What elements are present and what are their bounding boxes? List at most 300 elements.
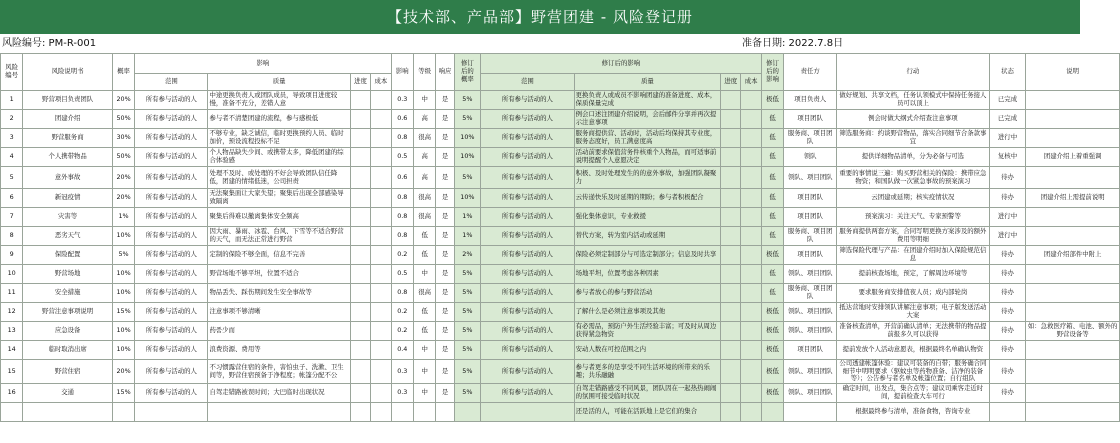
cell-note: [1026, 384, 1120, 403]
cell-cost: [371, 110, 391, 129]
cell-action: 确定时间，出发点，集合点等；建议司乘客走近时间，提前检查大车可行: [837, 384, 990, 403]
cell-revised-progress: [721, 189, 741, 208]
col-status: 状态: [989, 54, 1026, 91]
cell-risk-description: 新冠疫情: [23, 189, 113, 208]
cell-revised-scope: 所有参与活动的人: [481, 91, 575, 110]
cell-revised-cost: [741, 110, 761, 129]
cell-revised-impact: 极低: [761, 384, 783, 403]
cell-level: 很高: [413, 208, 435, 227]
cell-revised-impact: 低: [761, 227, 783, 246]
cell-revised-scope: 所有参与活动的人: [481, 246, 575, 265]
cell-scope: 所有参与活动的人: [135, 322, 208, 341]
cell-risk-no: 12: [1, 303, 23, 322]
cell-owner: 项目负责人: [784, 91, 837, 110]
cell-revised-scope: 所有参与活动的人: [481, 189, 575, 208]
cell-revised-impact: 低: [761, 208, 783, 227]
cell-risk-no: 15: [1, 360, 23, 384]
cell-owner: 服务商、项目团队: [784, 284, 837, 303]
cell-owner: 服务商、项目团队: [784, 129, 837, 148]
cell-scope: [135, 403, 208, 422]
risk-register-table: [0, 53, 1120, 422]
cell-revised-probability: 5%: [454, 360, 480, 384]
table-row: [1, 403, 1120, 422]
col-note: 说明: [1026, 54, 1120, 91]
cell-revised-impact: 低: [761, 284, 783, 303]
cell-quality: 中途更换负责人或团队成员，导致项目进度较慢，准备不充分，差错人意: [208, 91, 350, 110]
cell-risk-no: 8: [1, 227, 23, 246]
cell-progress: [350, 110, 370, 129]
table-row: [1, 110, 1120, 129]
cell-response: 是: [436, 129, 454, 148]
cell-revised-probability: 5%: [454, 284, 480, 303]
cell-status: 已完成: [989, 110, 1026, 129]
cell-revised-quality: 积极、及时处理发生的的意外事故，加强团队凝聚力: [574, 167, 720, 189]
cell-quality: 处理不及时、或处理的不好会导致团队信任降低，团建的情绪低迷，公司担责: [208, 167, 350, 189]
cell-status: 进行中: [989, 227, 1026, 246]
cell-probability: 10%: [112, 227, 134, 246]
cell-revised-probability: 10%: [454, 189, 480, 208]
cell-revised-cost: [741, 360, 761, 384]
cell-status: 待办: [989, 384, 1026, 403]
cell-revised-progress: [721, 246, 741, 265]
cell-note: [1026, 167, 1120, 189]
cell-impact: 0.8: [391, 189, 413, 208]
table-row: [1, 167, 1120, 189]
cell-owner: 领队、项目团队: [784, 167, 837, 189]
cell-risk-description: 保险配置: [23, 246, 113, 265]
col-impact: 影响: [391, 54, 413, 91]
cell-level: 中: [413, 341, 435, 360]
table-row: [1, 246, 1120, 265]
table-row: [1, 129, 1120, 148]
cell-cost: [371, 208, 391, 227]
cell-cost: [371, 284, 391, 303]
cell-action: 预案演习：关注天气、专家预警等: [837, 208, 990, 227]
cell-revised-impact: 低: [761, 167, 783, 189]
cell-note: [1026, 265, 1120, 284]
cell-note: 如：急救医疗箱、电池、额外的野营设备等: [1026, 322, 1120, 341]
cell-response: 是: [436, 284, 454, 303]
cell-progress: [350, 167, 370, 189]
cell-risk-no: 3: [1, 129, 23, 148]
cell-progress: [350, 303, 370, 322]
table-row: [1, 189, 1120, 208]
page-title: 【技术部、产品部】野营团建 - 风险登记册: [0, 0, 1080, 34]
cell-level: 低: [413, 246, 435, 265]
cell-revised-probability: 2%: [454, 246, 480, 265]
cell-revised-quality: 强化集体意识，专业救援: [574, 208, 720, 227]
cell-owner: [784, 403, 837, 422]
cell-scope: 所有参与活动的人: [135, 148, 208, 167]
cell-revised-quality: 参与者更多的是享受不同生活环境的所带来的乐趣；共乐融融: [574, 360, 720, 384]
cell-risk-no: 7: [1, 208, 23, 227]
cell-revised-probability: 5%: [454, 341, 480, 360]
cell-progress: [350, 91, 370, 110]
cell-scope: 所有参与活动的人: [135, 303, 208, 322]
cell-revised-impact: 低: [761, 189, 783, 208]
cell-risk-no: [1, 403, 23, 422]
cell-response: 是: [436, 189, 454, 208]
cell-progress: [350, 208, 370, 227]
cell-revised-impact: 低: [761, 129, 783, 148]
cell-action: 例会时做大纲式介绍查注意事项: [837, 110, 990, 129]
cell-revised-cost: [741, 322, 761, 341]
cell-quality: 自驾走错路被误时间；大巴临时出现状况: [208, 384, 350, 403]
col-probability: 概率: [112, 54, 134, 91]
cell-response: 是: [436, 322, 454, 341]
cell-cost: [371, 189, 391, 208]
cell-revised-progress: [721, 322, 741, 341]
cell-probability: 5%: [112, 246, 134, 265]
cell-revised-cost: [741, 167, 761, 189]
col-revised-impact: 修订 后的 影响: [761, 54, 783, 91]
cell-level: 很高: [413, 129, 435, 148]
col-action: 行动: [837, 54, 990, 91]
cell-progress: [350, 403, 370, 422]
col-revised-impact-group: 修订后的影响: [481, 54, 762, 74]
cell-risk-description: 灾害等: [23, 208, 113, 227]
cell-quality: 注意事项不够清晰: [208, 303, 350, 322]
cell-revised-scope: 所有参与活动的人: [481, 148, 575, 167]
cell-status: 进行中: [989, 208, 1026, 227]
cell-impact: 0.8: [391, 227, 413, 246]
cell-risk-description: 应急设备: [23, 322, 113, 341]
cell-scope: 所有参与活动的人: [135, 208, 208, 227]
cell-revised-impact: 极低: [761, 303, 783, 322]
cell-risk-description: 野营场地: [23, 265, 113, 284]
cell-risk-description: 野营服务商: [23, 129, 113, 148]
cell-action: 准备核查清单，开营前确认清单；无法携带的物品提前报多久可以获得: [837, 322, 990, 341]
cell-revised-quality: 自驾走错路感受不同风景，团队因在一起热热闹闹的氛围可接受临时状况: [574, 384, 720, 403]
cell-owner: 项目团队: [784, 110, 837, 129]
cell-scope: 所有参与活动的人: [135, 110, 208, 129]
cell-probability: 50%: [112, 148, 134, 167]
cell-revised-progress: [721, 91, 741, 110]
cell-action: 根据最终参与清单，准备食物，咨询专业: [837, 403, 990, 422]
cell-status: 待办: [989, 167, 1026, 189]
cell-quality: 参与者不清楚团建的流程，参与感极低: [208, 110, 350, 129]
cell-status: 待办: [989, 303, 1026, 322]
cell-revised-progress: [721, 110, 741, 129]
cell-level: 中: [413, 91, 435, 110]
cell-risk-description: [23, 403, 113, 422]
cell-scope: 所有参与活动的人: [135, 265, 208, 284]
cell-revised-impact: 低: [761, 148, 783, 167]
cell-probability: 10%: [112, 284, 134, 303]
cell-revised-probability: 5%: [454, 303, 480, 322]
cell-response: 是: [436, 341, 454, 360]
cell-status: 待办: [989, 322, 1026, 341]
cell-status: 待办: [989, 284, 1026, 303]
cell-revised-quality: 安动人数在可控范围之内: [574, 341, 720, 360]
cell-risk-no: 4: [1, 148, 23, 167]
cell-response: 是: [436, 208, 454, 227]
cell-scope: 所有参与活动的人: [135, 129, 208, 148]
table-row: [1, 384, 1120, 403]
cell-revised-progress: [721, 227, 741, 246]
cell-action: 做好规划、共享文档，任务认领模式中保持任务接人员可以顶上: [837, 91, 990, 110]
cell-revised-probability: 5%: [454, 322, 480, 341]
cell-probability: [112, 403, 134, 422]
cell-cost: [371, 303, 391, 322]
col-response: 响应: [436, 54, 454, 91]
cell-risk-description: 恶劣天气: [23, 227, 113, 246]
cell-impact: 0.8: [391, 284, 413, 303]
cell-risk-description: 野营住宿: [23, 360, 113, 384]
cell-revised-cost: [741, 246, 761, 265]
table-row: [1, 284, 1120, 303]
cell-impact: 0.2: [391, 303, 413, 322]
cell-revised-scope: 所有参与活动的人: [481, 341, 575, 360]
cell-owner: 项目团队: [784, 189, 837, 208]
cell-revised-cost: [741, 148, 761, 167]
cell-scope: 所有参与活动的人: [135, 227, 208, 246]
cell-risk-no: 16: [1, 384, 23, 403]
cell-level: 很高: [413, 284, 435, 303]
cell-revised-cost: [741, 284, 761, 303]
col-cost: 成本: [371, 74, 391, 91]
cell-revised-probability: 1%: [454, 227, 480, 246]
cell-owner: 领队、项目团队: [784, 322, 837, 341]
col-risk-no: 风险 编号: [1, 54, 23, 91]
cell-progress: [350, 384, 370, 403]
cell-level: 低: [413, 322, 435, 341]
cell-progress: [350, 148, 370, 167]
cell-quality: 野营场地不够平坦，位置不适合: [208, 265, 350, 284]
cell-impact: [391, 403, 413, 422]
cell-note: [1026, 341, 1120, 360]
cell-impact: 0.2: [391, 246, 413, 265]
cell-impact: 0.3: [391, 91, 413, 110]
cell-risk-description: 野营项目负责团队: [23, 91, 113, 110]
cell-level: 很高: [413, 189, 435, 208]
cell-level: 高: [413, 167, 435, 189]
cell-revised-impact: 低: [761, 265, 783, 284]
cell-revised-cost: [741, 341, 761, 360]
cell-progress: [350, 265, 370, 284]
cell-cost: [371, 246, 391, 265]
cell-response: 是: [436, 167, 454, 189]
cell-probability: 15%: [112, 303, 134, 322]
cell-response: [436, 403, 454, 422]
cell-impact: 0.6: [391, 167, 413, 189]
cell-revised-quality: 场地平坦，位置考虑各种因素: [574, 265, 720, 284]
cell-status: 进行中: [989, 129, 1026, 148]
cell-cost: [371, 384, 391, 403]
cell-revised-progress: [721, 167, 741, 189]
cell-revised-probability: 5%: [454, 265, 480, 284]
cell-level: 中: [413, 265, 435, 284]
cell-note: [1026, 403, 1120, 422]
cell-status: [989, 403, 1026, 422]
cell-revised-progress: [721, 341, 741, 360]
cell-revised-probability: 5%: [454, 167, 480, 189]
cell-probability: 10%: [112, 265, 134, 284]
cell-cost: [371, 341, 391, 360]
cell-cost: [371, 227, 391, 246]
cell-impact: 0.8: [391, 129, 413, 148]
cell-revised-impact: [761, 403, 783, 422]
cell-action: 抵达营地时安排领队讲解注意事项；电子版发送活动大案: [837, 303, 990, 322]
cell-response: 是: [436, 360, 454, 384]
cell-level: 中: [413, 360, 435, 384]
col-revised-probability: 修订 后的 概率: [454, 54, 480, 91]
cell-progress: [350, 360, 370, 384]
cell-owner: 领队、项目团队: [784, 303, 837, 322]
cell-revised-probability: 5%: [454, 384, 480, 403]
cell-note: 团建介绍上需提前说明: [1026, 189, 1120, 208]
table-row: [1, 303, 1120, 322]
cell-risk-no: 2: [1, 110, 23, 129]
cell-probability: 30%: [112, 129, 134, 148]
cell-revised-scope: 所有参与活动的人: [481, 227, 575, 246]
cell-scope: 所有参与活动的人: [135, 341, 208, 360]
cell-owner: 领队: [784, 148, 837, 167]
cell-progress: [350, 246, 370, 265]
cell-note: 团建介绍上着重强调: [1026, 148, 1120, 167]
cell-probability: 20%: [112, 189, 134, 208]
table-row: [1, 208, 1120, 227]
cell-revised-scope: 所有参与活动的人: [481, 322, 575, 341]
cell-revised-probability: 5%: [454, 110, 480, 129]
cell-risk-no: 14: [1, 341, 23, 360]
cell-level: 低: [413, 227, 435, 246]
risk-doc-number: 风险编号: PM-R-001: [2, 38, 97, 49]
cell-level: 高: [413, 148, 435, 167]
cell-revised-cost: [741, 265, 761, 284]
cell-impact: 0.3: [391, 360, 413, 384]
cell-revised-quality: 云传递快乐及时延期的期盼；参与者积极配合: [574, 189, 720, 208]
cell-revised-quality: 替代方案，转为室内活动或延期: [574, 227, 720, 246]
cell-response: 是: [436, 110, 454, 129]
cell-revised-probability: 1%: [454, 208, 480, 227]
cell-action: 要求服务商安排值夜人员；成内部轮岗: [837, 284, 990, 303]
cell-scope: 所有参与活动的人: [135, 91, 208, 110]
cell-revised-probability: 10%: [454, 148, 480, 167]
cell-risk-no: 6: [1, 189, 23, 208]
cell-scope: 所有参与活动的人: [135, 284, 208, 303]
cell-revised-probability: [454, 403, 480, 422]
cell-revised-scope: 所有参与活动的人: [481, 284, 575, 303]
cell-note: 团建介绍部件中附上: [1026, 246, 1120, 265]
cell-note: [1026, 303, 1120, 322]
cell-risk-description: 安全措施: [23, 284, 113, 303]
cell-revised-cost: [741, 227, 761, 246]
cell-response: 是: [436, 265, 454, 284]
cell-quality: 不够专业，缺乏诚信，临时更换预约人员、临时加价，预设流程投标不足: [208, 129, 350, 148]
col-level: 等级: [413, 54, 435, 91]
cell-progress: [350, 129, 370, 148]
cell-revised-progress: [721, 403, 741, 422]
cell-status: 待办: [989, 341, 1026, 360]
cell-risk-description: 个人携带物品: [23, 148, 113, 167]
col-revised-quality: 质量: [574, 74, 720, 91]
cell-response: 是: [436, 246, 454, 265]
cell-quality: 定制的保险不够全面，信息不完善: [208, 246, 350, 265]
cell-owner: 项目团队: [784, 246, 837, 265]
cell-quality: 药품少而: [208, 322, 350, 341]
cell-cost: [371, 265, 391, 284]
cell-note: [1026, 91, 1120, 110]
cell-revised-progress: [721, 129, 741, 148]
cell-revised-impact: 极低: [761, 360, 783, 384]
cell-progress: [350, 341, 370, 360]
cell-revised-quality: 服务商提供营、活动时，活动后均保持其专业度，服务态度好，员工满意度高: [574, 129, 720, 148]
cell-cost: [371, 403, 391, 422]
prepared-date: 准备日期: 2022.7.8日: [742, 38, 844, 49]
cell-progress: [350, 322, 370, 341]
cell-revised-cost: [741, 303, 761, 322]
cell-probability: 10%: [112, 322, 134, 341]
table-row: [1, 360, 1120, 384]
cell-note: [1026, 110, 1120, 129]
cell-progress: [350, 284, 370, 303]
cell-action: 重要的事情说三遍：购买野营相关的保险：携带应急物资；和国队做一次紧急事故的预案演习: [837, 167, 990, 189]
cell-revised-quality: 更换负责人或成员不影响团建的准备进度、成本，保质保量完成: [574, 91, 720, 110]
cell-revised-progress: [721, 208, 741, 227]
cell-probability: 20%: [112, 91, 134, 110]
cell-probability: 15%: [112, 384, 134, 403]
cell-risk-description: 意外事故: [23, 167, 113, 189]
table-row: [1, 91, 1120, 110]
cell-cost: [371, 360, 391, 384]
cell-revised-scope: 所有参与活动的人: [481, 129, 575, 148]
cell-revised-quality: 了解什么是必须注意事项及其他: [574, 303, 720, 322]
col-risk-description: 风险说明书: [23, 54, 113, 91]
cell-level: [413, 403, 435, 422]
cell-owner: 项目团队: [784, 341, 837, 360]
cell-cost: [371, 91, 391, 110]
cell-note: [1026, 129, 1120, 148]
cell-quality: 物品丢失、踩伤期间发生安全事故等: [208, 284, 350, 303]
cell-note: [1026, 284, 1120, 303]
table-row: [1, 148, 1120, 167]
cell-revised-quality: 活动前要求保值营务件核重个人物品，而可适事前说明提醒个人意愿决定: [574, 148, 720, 167]
cell-revised-cost: [741, 189, 761, 208]
cell-revised-cost: [741, 129, 761, 148]
cell-risk-no: 13: [1, 322, 23, 341]
cell-note: [1026, 227, 1120, 246]
cell-probability: 20%: [112, 167, 134, 189]
cell-revised-impact: 低: [761, 110, 783, 129]
cell-risk-no: 1: [1, 91, 23, 110]
cell-revised-scope: 所有参与活动的人: [481, 384, 575, 403]
cell-cost: [371, 322, 391, 341]
cell-revised-cost: [741, 403, 761, 422]
cell-revised-cost: [741, 384, 761, 403]
cell-owner: 项目团队: [784, 208, 837, 227]
cell-revised-cost: [741, 91, 761, 110]
cell-note: [1026, 208, 1120, 227]
cell-quality: 不习惯露营住宿的条件，害怕虫子、洗漱、卫生间等，野营住宿预备于净程度；帐篷分配不公: [208, 360, 350, 384]
cell-scope: 所有参与活动的人: [135, 384, 208, 403]
col-quality: 质量: [208, 74, 350, 91]
cell-revised-progress: [721, 303, 741, 322]
cell-risk-no: 5: [1, 167, 23, 189]
cell-cost: [371, 129, 391, 148]
cell-level: 中: [413, 384, 435, 403]
cell-revised-quality: 例会口述注团建介绍说明，会后邮件分享并再次提示注意事项: [574, 110, 720, 129]
cell-action: 提前核查场地，预定，了解周边环境等: [837, 265, 990, 284]
cell-status: 已完成: [989, 91, 1026, 110]
cell-status: 复核中: [989, 148, 1026, 167]
cell-status: 待办: [989, 265, 1026, 284]
cell-scope: 所有参与活动的人: [135, 189, 208, 208]
table-row: [1, 265, 1120, 284]
cell-revised-scope: 所有参与活动的人: [481, 110, 575, 129]
cell-action: 服务商提供两套方案，合同写明更换方案涉及的额外费用等明细: [837, 227, 990, 246]
cell-impact: 0.8: [391, 208, 413, 227]
